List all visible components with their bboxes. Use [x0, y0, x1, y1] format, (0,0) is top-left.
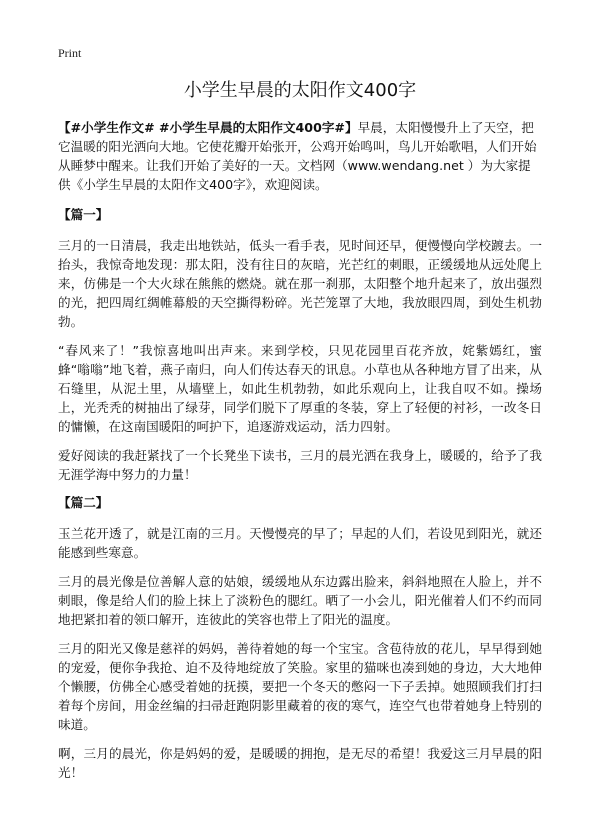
section-1-paragraph-1: 三月的一日清晨，我走出地铁站，低头一看手表，见时间还早，便慢慢向学校踱去。一抬头，我惊奇地发现：那太阳，没有往日的灰暗，光芒红的刺眼，正缓缓地从远处爬上来，仿佛是一个大火球在熊熊的燃烧。就在那一刹那，太阳整个地升起来了，放出强烈的光，把四周红绸帷幕般的天空撕得粉碎。光芒笼罩了大地，我放眼四周，到处生机勃勃。 — [58, 238, 542, 329]
document-title: 小学生早晨的太阳作文400字 — [183, 80, 417, 101]
section-1-paragraph-2: “春风来了！”我惊喜地叫出声来。来到学校，只见花园里百花齐放，姹紫嫣红，蜜蜂“嗡嗡”地飞着，燕子南归，向人们传达春天的讯息。小草也从各种地方冒了出来，从石缝里，从泥土里，从墙壁上，如此生机勃勃，如此乐观向上，让我自叹不如。操场上，光秃秃的树抽出了绿芽，同学们脱下了厚重的冬装，穿上了轻便的衬衫，一改冬日的慵懒，在这南国暖阳的呵护下，追逐游戏运动，活力四射。 — [58, 343, 542, 434]
section-2-paragraph-2: 三月的晨光像是位善解人意的姑娘，缓缓地从东边露出脸来，斜斜地照在人脸上，并不刺眼，像是给人们的脸上抹上了淡粉色的腮红。晒了一小会儿，阳光催着人们不约而同地把紧扣着的领口解开，连彼此的笑容也带上了阳光的温度。 — [58, 574, 542, 627]
section-1-paragraph-3: 爱好阅读的我赶紧找了一个长凳坐下读书，三月的晨光洒在我身上，暖暖的，给予了我无涯学海中努力的力量！ — [58, 448, 542, 482]
intro-text: 早晨，太阳慢慢升上了天空，把它温暖的阳光洒向大地。它使花瓣开始张开，公鸡开始鸣叫，鸟儿开始歌唱，人们开始从睡梦中醒来。让我们开始了美好的一天。文档网（www.wendang.net ）为大家提供《小学生早晨的太阳作文400字》，欢迎阅读。 — [58, 120, 537, 192]
print-label[interactable]: Print — [58, 46, 82, 60]
section-2-paragraph-4: 啊，三月的晨光，你是妈妈的爱，是暖暖的拥抱，是无尽的希望！我爱这三月早晨的阳光！ — [58, 746, 542, 780]
intro-paragraph — [58, 118, 542, 194]
section-heading-2: 【篇二】 — [58, 495, 109, 510]
section-2-paragraph-3: 三月的阳光又像是慈祥的妈妈，善待着她的每一个宝宝。含苞待放的花儿，早早得到她的宠爱，便你争我抢、迫不及待地绽放了笑脸。家里的猫咪也凑到她的身边，大大地伸个懒腰，仿佛全心感受着她的抚摸，要把一个冬天的憋闷一下子丢掉。她照顾我们打扫着每个房间，用金丝编的扫帚赶跑阴影里藏着的夜的寒气，连空气也带着她身上特别的味道。 — [58, 641, 542, 732]
intro-tag: 【#小学生作文# #小学生早晨的太阳作文400字#】 — [58, 120, 358, 135]
section-heading-1: 【篇一】 — [58, 207, 109, 222]
section-2-paragraph-1: 玉兰花开透了，就是江南的三月。天慢慢亮的早了；早起的人们，若设见到阳光，就还能感到些寒意。 — [58, 526, 542, 560]
